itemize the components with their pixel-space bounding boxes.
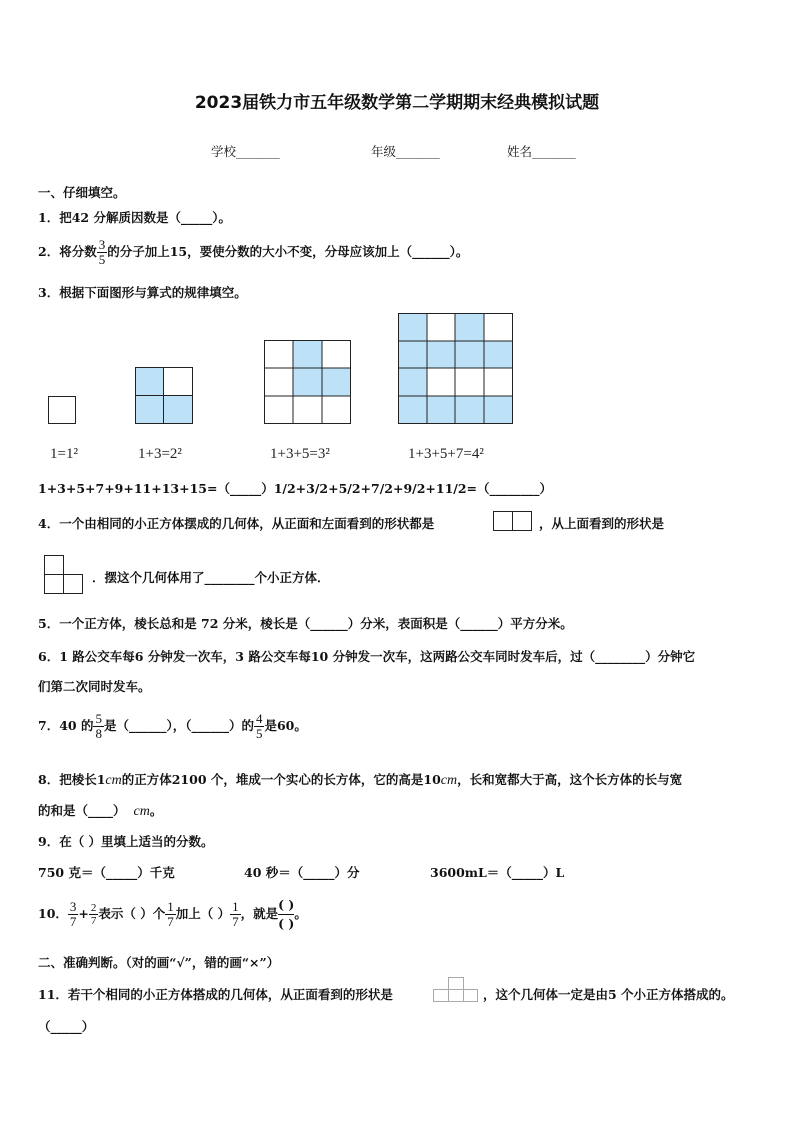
two-squares-figure — [493, 511, 533, 532]
school-field: 学校_______ — [211, 144, 280, 159]
question-4-line1-end: ，从上面看到的形状是 — [539, 516, 665, 531]
name-field: 姓名_______ — [507, 144, 576, 159]
label-4: 1+3+5+7=4² — [408, 446, 484, 462]
grid-2x2 — [135, 367, 193, 424]
question-9-item-2: 40 秒＝（_____）分 — [244, 865, 360, 880]
question-5: 5．一个正方体，棱长总和是 72 分米，棱长是（______）分米，表面积是（______）平方分米。 — [38, 616, 573, 631]
fraction: $\frac{5}{8}$ — [95, 711, 102, 741]
answer-fraction: ( ) ( ) — [278, 897, 295, 931]
question-6-line2: 们第二次同时发车。 — [38, 679, 151, 694]
question-3-fill: 1+3+5+7+9+11+13+15=（_____）1/2+3/2+5/2+7/2+9/2+11/2=（________） — [38, 481, 553, 496]
question-8-line2: 的和是（____） cm。 — [38, 803, 163, 819]
question-10: 10． $\frac{3}{7}$ + $\frac{2}{7}$ 表示（ ）个 $\frac{1}{7}$ 加上（ ） $\frac{1}{7}$ ，就是 ( ) ( )。 — [38, 897, 307, 931]
question-2: 2．将分数 $\frac{3}{5}$ 的分子加上15，要使分数的大小不变，分母应该加上（______）。 — [38, 237, 469, 267]
question-8-line1: 8．把棱长1cm的正方体2100 个，堆成一个实心的长方体，它的高是10cm，长和宽都大于高，这个长方体的长与宽 — [38, 772, 683, 788]
question-1: 1．把42 分解质因数是（_____）。 — [38, 210, 231, 225]
fraction: $\frac{1}{7}$ — [167, 899, 174, 929]
fraction: $\frac{2}{7}$ — [90, 902, 97, 927]
top-view-figure — [44, 555, 84, 595]
question-4-line2: ．摆这个几何体用了________个小正方体． — [92, 570, 330, 585]
question-9-item-3: 3600mL＝（_____）L — [430, 865, 565, 880]
question-7: 7．40 的 $\frac{5}{8}$ 是（______），（______）的 $\frac{4}{5}$ 是60。 — [38, 711, 307, 741]
question-9-item-1: 750 克＝（_____）千克 — [38, 865, 175, 880]
page-title: 2023届铁力市五年级数学第二学期期末经典模拟试题 — [194, 93, 600, 113]
front-view-figure — [433, 977, 479, 1003]
question-11-line1-end: ，这个几何体一定是由5 个小正方体搭成的。 — [483, 987, 734, 1002]
question-11-line2: （_____） — [38, 1019, 95, 1034]
fraction: $\frac{1}{7}$ — [232, 899, 239, 929]
grid-1x1 — [48, 396, 76, 424]
section-1-heading: 一、仔细填空。 — [38, 185, 126, 200]
grid-4x4 — [398, 313, 513, 424]
question-11-line1: 11．若干个相同的小正方体搭成的几何体，从正面看到的形状是 — [38, 987, 393, 1002]
question-4-line1: 4．一个由相同的小正方体摆成的几何体，从正面和左面看到的形状都是 — [38, 516, 435, 531]
section-2-heading: 二、准确判断。（对的画“√”，错的画“×”） — [38, 955, 280, 970]
fraction: $\frac{4}{5}$ — [255, 711, 263, 741]
grade-field: 年级_______ — [371, 144, 440, 159]
grid-3x3 — [264, 340, 351, 424]
question-6-line1: 6．1 路公交车每6 分钟发一次车，3 路公交车每10 分钟发一次车，这两路公交车同时发车后，过（________）分钟它 — [38, 649, 696, 664]
question-3: 3．根据下面图形与算式的规律填空。 — [38, 285, 247, 300]
label-3: 1+3+5=3² — [270, 446, 330, 462]
label-1: 1=1² — [50, 446, 78, 462]
question-9: 9．在（ ）里填上适当的分数。 — [38, 834, 214, 849]
fraction: $\frac{3}{5}$ — [98, 237, 106, 267]
label-2: 1+3=2² — [138, 446, 182, 462]
fraction: $\frac{3}{7}$ — [69, 899, 77, 929]
